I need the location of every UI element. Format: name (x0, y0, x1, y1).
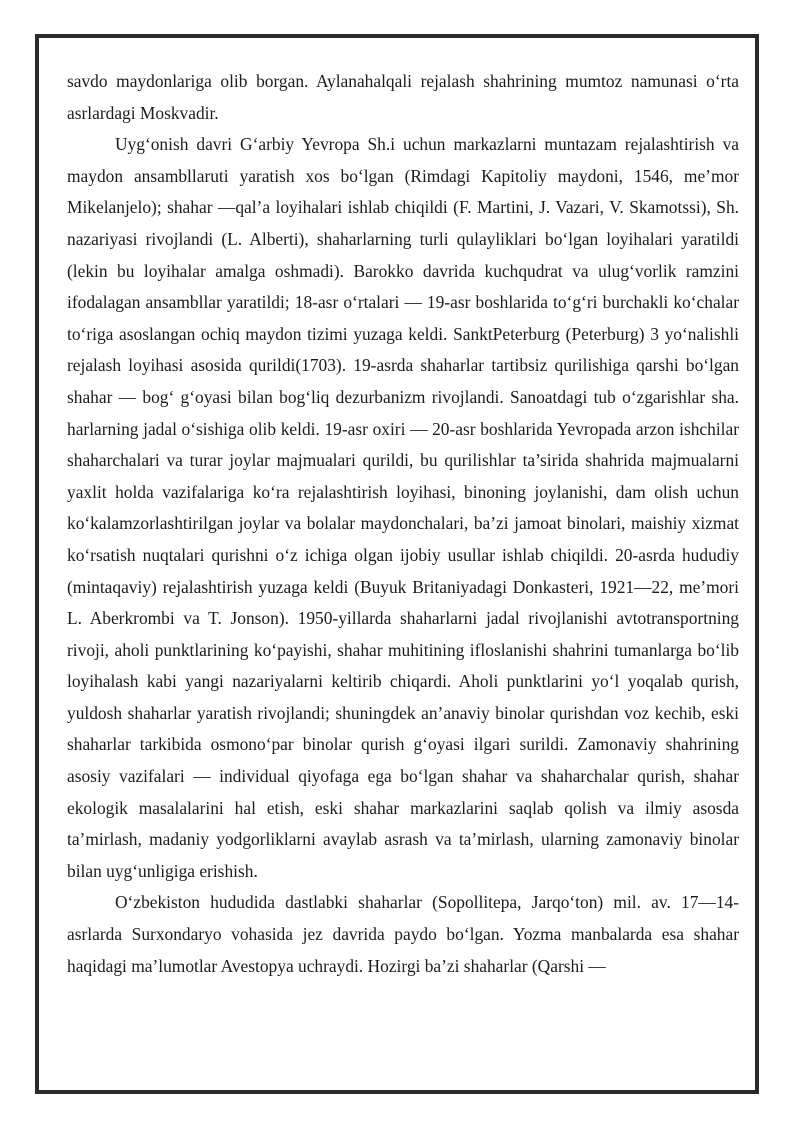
paragraph-3: O‘zbekiston hududida dastlabki shaharlar (Sopollitepa, Jarqo‘ton) mil. av. 17—14-asrlarda Surxondaryo vohasida jez davrida paydo bo‘lgan. Yozma manbalarda esa shahar haqidagi ma’lumotlar Avestopya uchraydi. Hozirgi ba’zi shaharlar (Qarshi — (67, 892, 739, 976)
paragraph-2: Uyg‘onish davri G‘arbiy Yevropa Sh.i uchun markazlarni muntazam rejalashtirish va maydon ansambllaruti yaratish xos bo‘lgan (Rimdagi Kapitoliy maydoni, 1546, me’mor Mikelanjelo); shahar —qal’a loyihalari ishlab chiqildi (F. Martini, J. Vazari, V. Skamotssi), Sh. nazariyasi rivojlandi (L. Alberti), shaharlarning turli qulayliklari bo‘lgan loyihalari yaratildi (lekin bu loyihalar amalga oshmadi). Barokko davrida kuchqudrat va ulug‘vorlik ramzini ifodalagan ansambllar yaratildi; 18-asr o‘rtalari — 19-asr boshlarida to‘g‘ri burchakli ko‘chalar to‘riga asoslangan ochiq maydon tizimi yuzaga keldi. SanktPeterburg (Peterburg) 3 yo‘nalishli rejalash loyihasi asosida qurildi(1703). 19-asrda shaharlar tartibsiz qurilishiga qarshi bo‘lgan shahar — bog‘ g‘oyasi bilan bog‘liq dezurbanizm rivojlandi. Sanoatdagi tub o‘zgarishlar sha. harlarning jadal o‘sishiga olib keldi. 19-asr oxiri — 20-asr boshlarida Yevropada arzon ishchilar shaharchalari va turar joylar majmualari qurildi, bu qurilishlar ta’sirida shahrida majmualarni yaxlit holda vazifalariga ko‘ra rejalashtirish loyihasi, binoning joylanishi, dam olish uchun ko‘kalamzorlashtirilgan joylar va bolalar maydonchalari, ba’zi jamoat binolari, maishiy xizmat ko‘rsatish nuqtalari qurishni o‘z ichiga olgan ijobiy usullar ishlab chiqildi. 20-asrda hududiy (mintaqaviy) rejalashtirish yuzaga keldi (Buyuk Britaniyadagi Donkasteri, 1921—22, me’mori L. Aberkrombi va T. Jonson). 1950-yillarda shaharlarni jadal rivojlanishi avtotransportning rivoji, aholi punktlarining ko‘payishi, shahar muhitining ifloslanishi shahrini tumanlarga bo‘lib loyihalash kabi yangi nazariyalarni keltirib chiqardi. Aholi punktlarini yo‘l yoqalab qurish, yuldosh shaharlar yaratish rivojlandi; shuningdek an’anaviy binolar qurishdan voz kechib, eski shaharlar tarkibida osmono‘par binolar qurish g‘oyasi ilgari surildi. Zamonaviy shahrining asosiy vazifalari — individual qiyofaga ega bo‘lgan shahar va shaharchalar qurish, shahar ekologik masalalarini hal etish, eski shahar markazlarini saqlab qolish va ilmiy asosda ta’mirlash, madaniy yodgorliklarni avaylab asrash va ta’mirlash, ularning zamonaviy binolar bilan uyg‘unligiga erishish. (67, 134, 739, 881)
page-frame (35, 34, 759, 1094)
document-body (67, 66, 739, 982)
paragraph-1: savdo maydonlariga olib borgan. Aylanahalqali rejalash shahrining mumtoz namunasi o‘rta asrlardagi Moskvadir. (67, 71, 739, 123)
